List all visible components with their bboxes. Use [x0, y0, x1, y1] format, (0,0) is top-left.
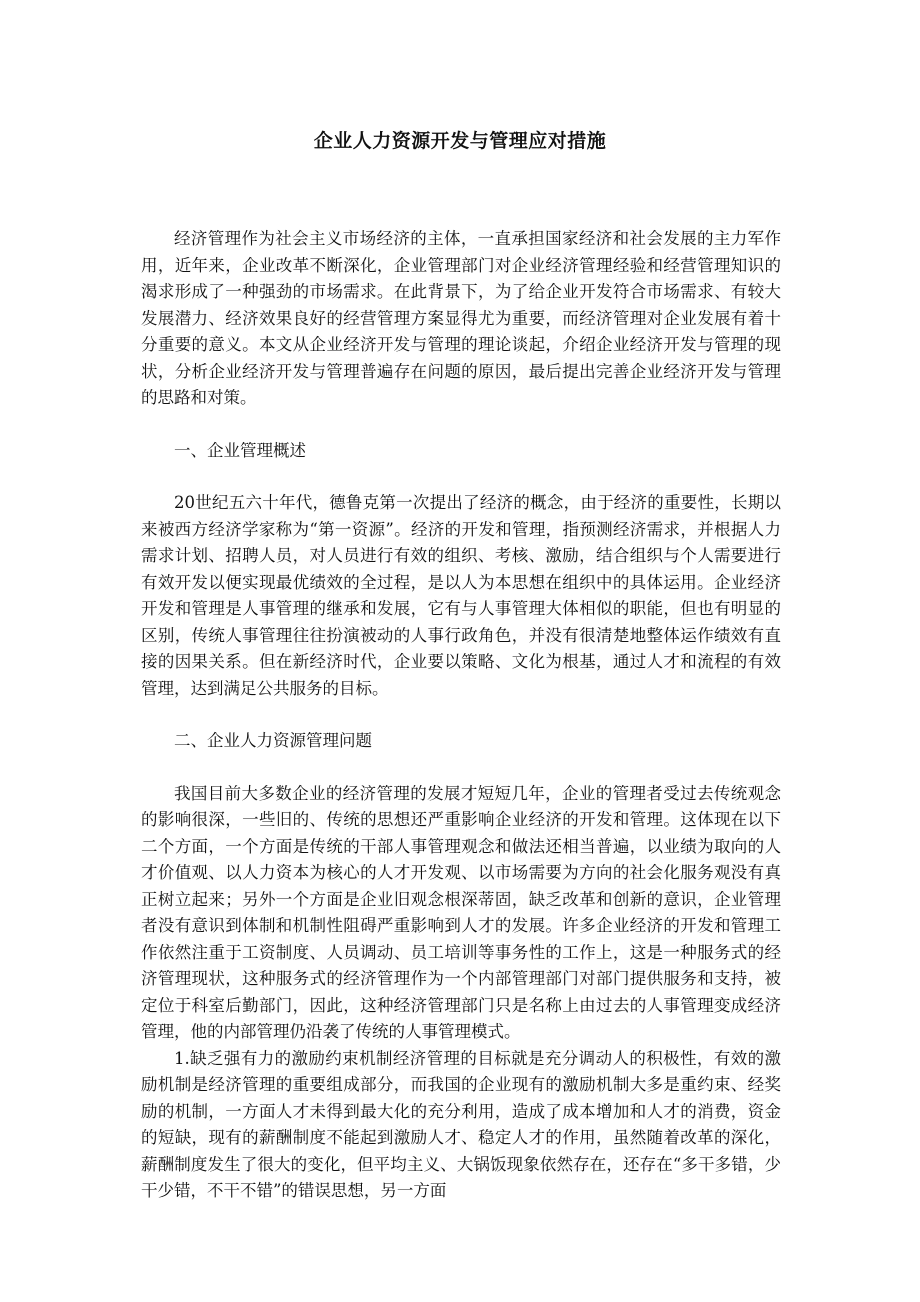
- paragraph-spacer: [141, 755, 781, 781]
- document-body: [141, 226, 781, 1205]
- section-1-paragraph: 20世纪五六十年代，德鲁克第一次提出了经济的概念，由于经济的重要性，长期以来被西方经济学家称为“第一资源”。经济的开发和管理，指预测经济需求，并根据人力需求计划、招聘人员，对人员进行有效的组织、考核、激励，结合组织与个人需要进行有效开发以便实现最优绩效的全过程，是以人为本思想在组织中的具体运用。企业经济开发和管理是人事管理的继承和发展，它有与人事管理大体相似的职能，但也有明显的区别，传统人事管理往往扮演被动的人事行政角色，并没有很清楚地整体运作绩效有直接的因果关系。但在新经济时代，企业要以策略、文化为根基，通过人才和流程的有效管理，达到满足公共服务的目标。: [141, 493, 781, 698]
- section-heading-1: 一、企业管理概述: [174, 440, 306, 460]
- paragraph-spacer: [141, 464, 781, 490]
- paragraph-spacer: [141, 702, 781, 728]
- intro-paragraph: 经济管理作为社会主义市场经济的主体，一直承担国家经济和社会发展的主力军作用，近年来，企业改革不断深化，企业管理部门对企业经济管理经验和经营管理知识的渴求形成了一种强劲的市场需求。在此背景下，为了给企业开发符合市场需求、有较大发展潜力、经济效果良好的经营管理方案显得尤为重要，而经济管理对企业发展有着十分重要的意义。本文从企业经济开发与管理的理论谈起，介绍企业经济开发与管理的现状，分析企业经济开发与管理普遍存在问题的原因，最后提出完善企业经济开发与管理的思路和对策。: [141, 229, 781, 407]
- section-heading-2: 二、企业人力资源管理问题: [174, 731, 372, 750]
- section-3-paragraph: 1.缺乏强有力的激励约束机制经济管理的目标就是充分调动人的积极性，有效的激励机制是经济管理的重要组成部分，而我国的企业现有的激励机制大多是重约束、经奖励的机制，一方面人才未得到最大化的充分利用，造成了成本增加和人才的消费，资金的短缺，现有的薪酬制度不能起到激励人才、稳定人才的作用，虽然随着改革的深化，薪酬制度发生了很大的变化，但平均主义、大锅饭现象依然存在，还存在“多干多错，少干少错，不干不错”的错误思想，另一方面: [141, 1048, 781, 1200]
- paragraph-spacer: [141, 412, 781, 438]
- section-2-paragraph: 我国目前大多数企业的经济管理的发展才短短几年，企业的管理者受过去传统观念的影响很深，一些旧的、传统的思想还严重影响企业经济的开发和管理。这体现在以下二个方面，一个方面是传统的干部人事管理观念和做法还相当普遍，以业绩为取向的人才价值观、以人力资本为核心的人才开发观、以市场需要为方向的社会化服务观没有真正树立起来；另外一个方面是企业旧观念根深蒂固，缺乏改革和创新的意识，企业管理者没有意识到体制和机制性阻碍严重影响到人才的发展。许多企业经济的开发和管理工作依然注重于工资制度、人员调动、员工培训等事务性的工作上，这是一种服务式的经济管理现状，这种服务式的经济管理作为一个内部管理部门对部门提供服务和支持，被定位于科室后勤部门，因此，这种经济管理部门只是名称上由过去的人事管理变成经济管理，他的内部管理仍沿袭了传统的人事管理模式。: [141, 783, 781, 1041]
- document-title: 企业人力资源开发与管理应对措施: [313, 130, 607, 152]
